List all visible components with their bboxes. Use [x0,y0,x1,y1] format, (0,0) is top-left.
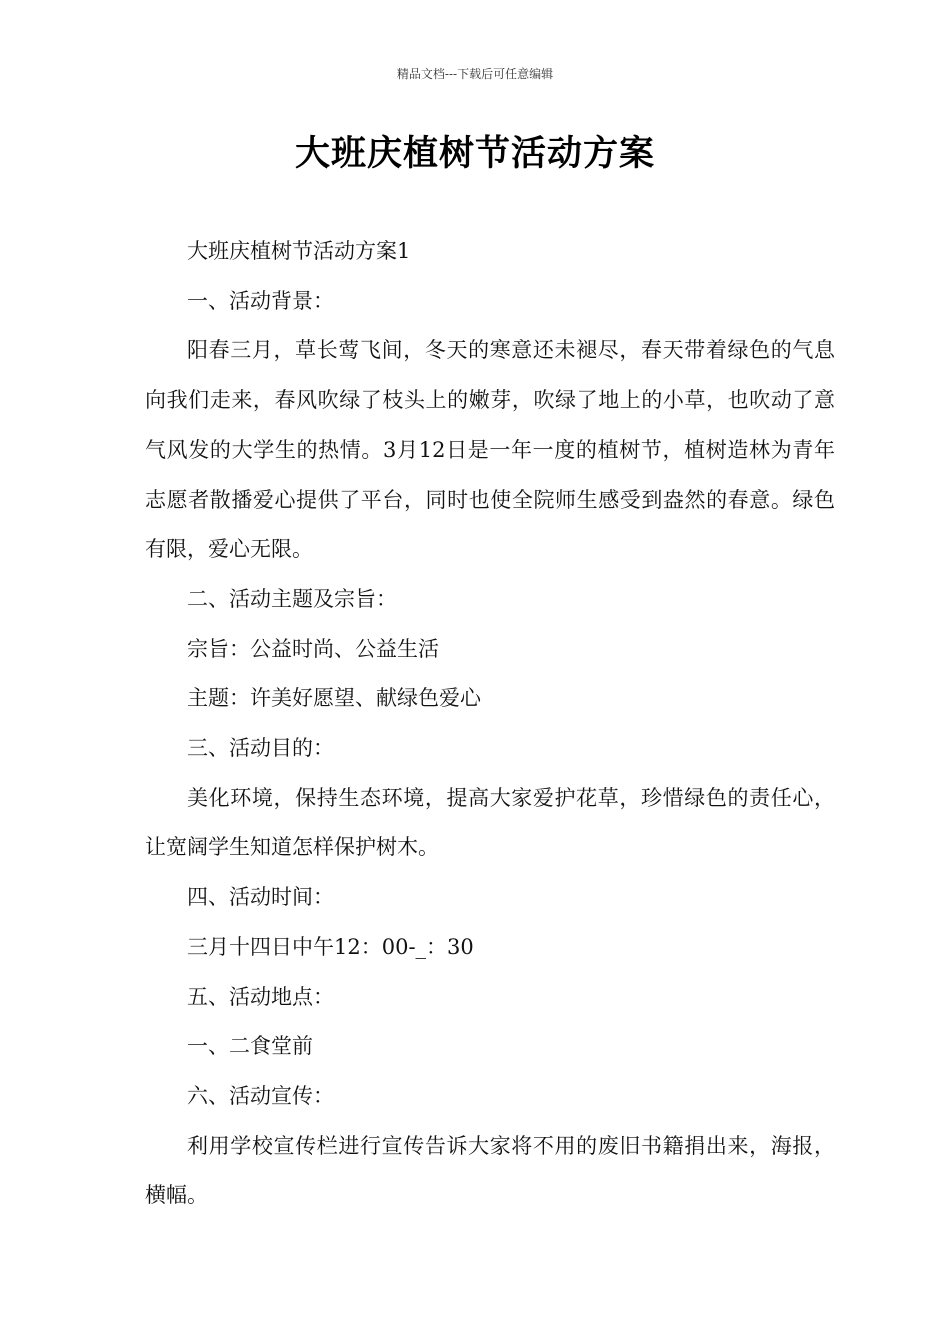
section-heading-time: 四、活动时间： [187,885,334,910]
section-heading-publicity: 六、活动宣传： [187,1083,334,1108]
section-heading-location: 五、活动地点： [187,984,334,1009]
paragraph-goal: 美化环境，保持生态环境，提高大家爱护花草，珍惜绿色的责任心，让宽阔学生知道怎样保护树木。 [145,785,835,860]
section-heading-theme: 二、活动主题及宗旨： [187,586,397,611]
paragraph-purpose-line: 宗旨：公益时尚、公益生活 [187,636,439,661]
paragraph-location: 一、二食堂前 [187,1034,313,1059]
paragraph-theme-line: 主题：许美好愿望、献绿色爱心 [187,686,481,711]
paragraph-time: 三月十四日中午12：00-_：30 [187,934,474,959]
section-heading-background: 一、活动背景： [187,288,334,313]
section-heading-plan-1: 大班庆植树节活动方案1 [187,239,411,263]
paragraph-background: 阳春三月，草长莺飞间，冬天的寒意还未褪尽，春天带着绿色的气息向我们走来，春风吹绿了枝头上的嫩芽，吹绿了地上的小草，也吹动了意气风发的大学生的热情。3月12日是一年一度的植树节，植树造林为青年志愿者散播爱心提供了平台，同时也使全院师生感受到盎然的春意。绿色有限，爱心无限。 [145,338,835,562]
document-title: 大班庆植树节活动方案 [294,133,655,174]
section-heading-goal: 三、活动目的： [187,736,334,761]
header-note: 精品文档---下载后可任意编辑 [396,67,554,81]
document-body [145,227,835,1221]
paragraph-publicity: 利用学校宣传栏进行宣传告诉大家将不用的废旧书籍捐出来，海报，横幅。 [145,1133,835,1208]
